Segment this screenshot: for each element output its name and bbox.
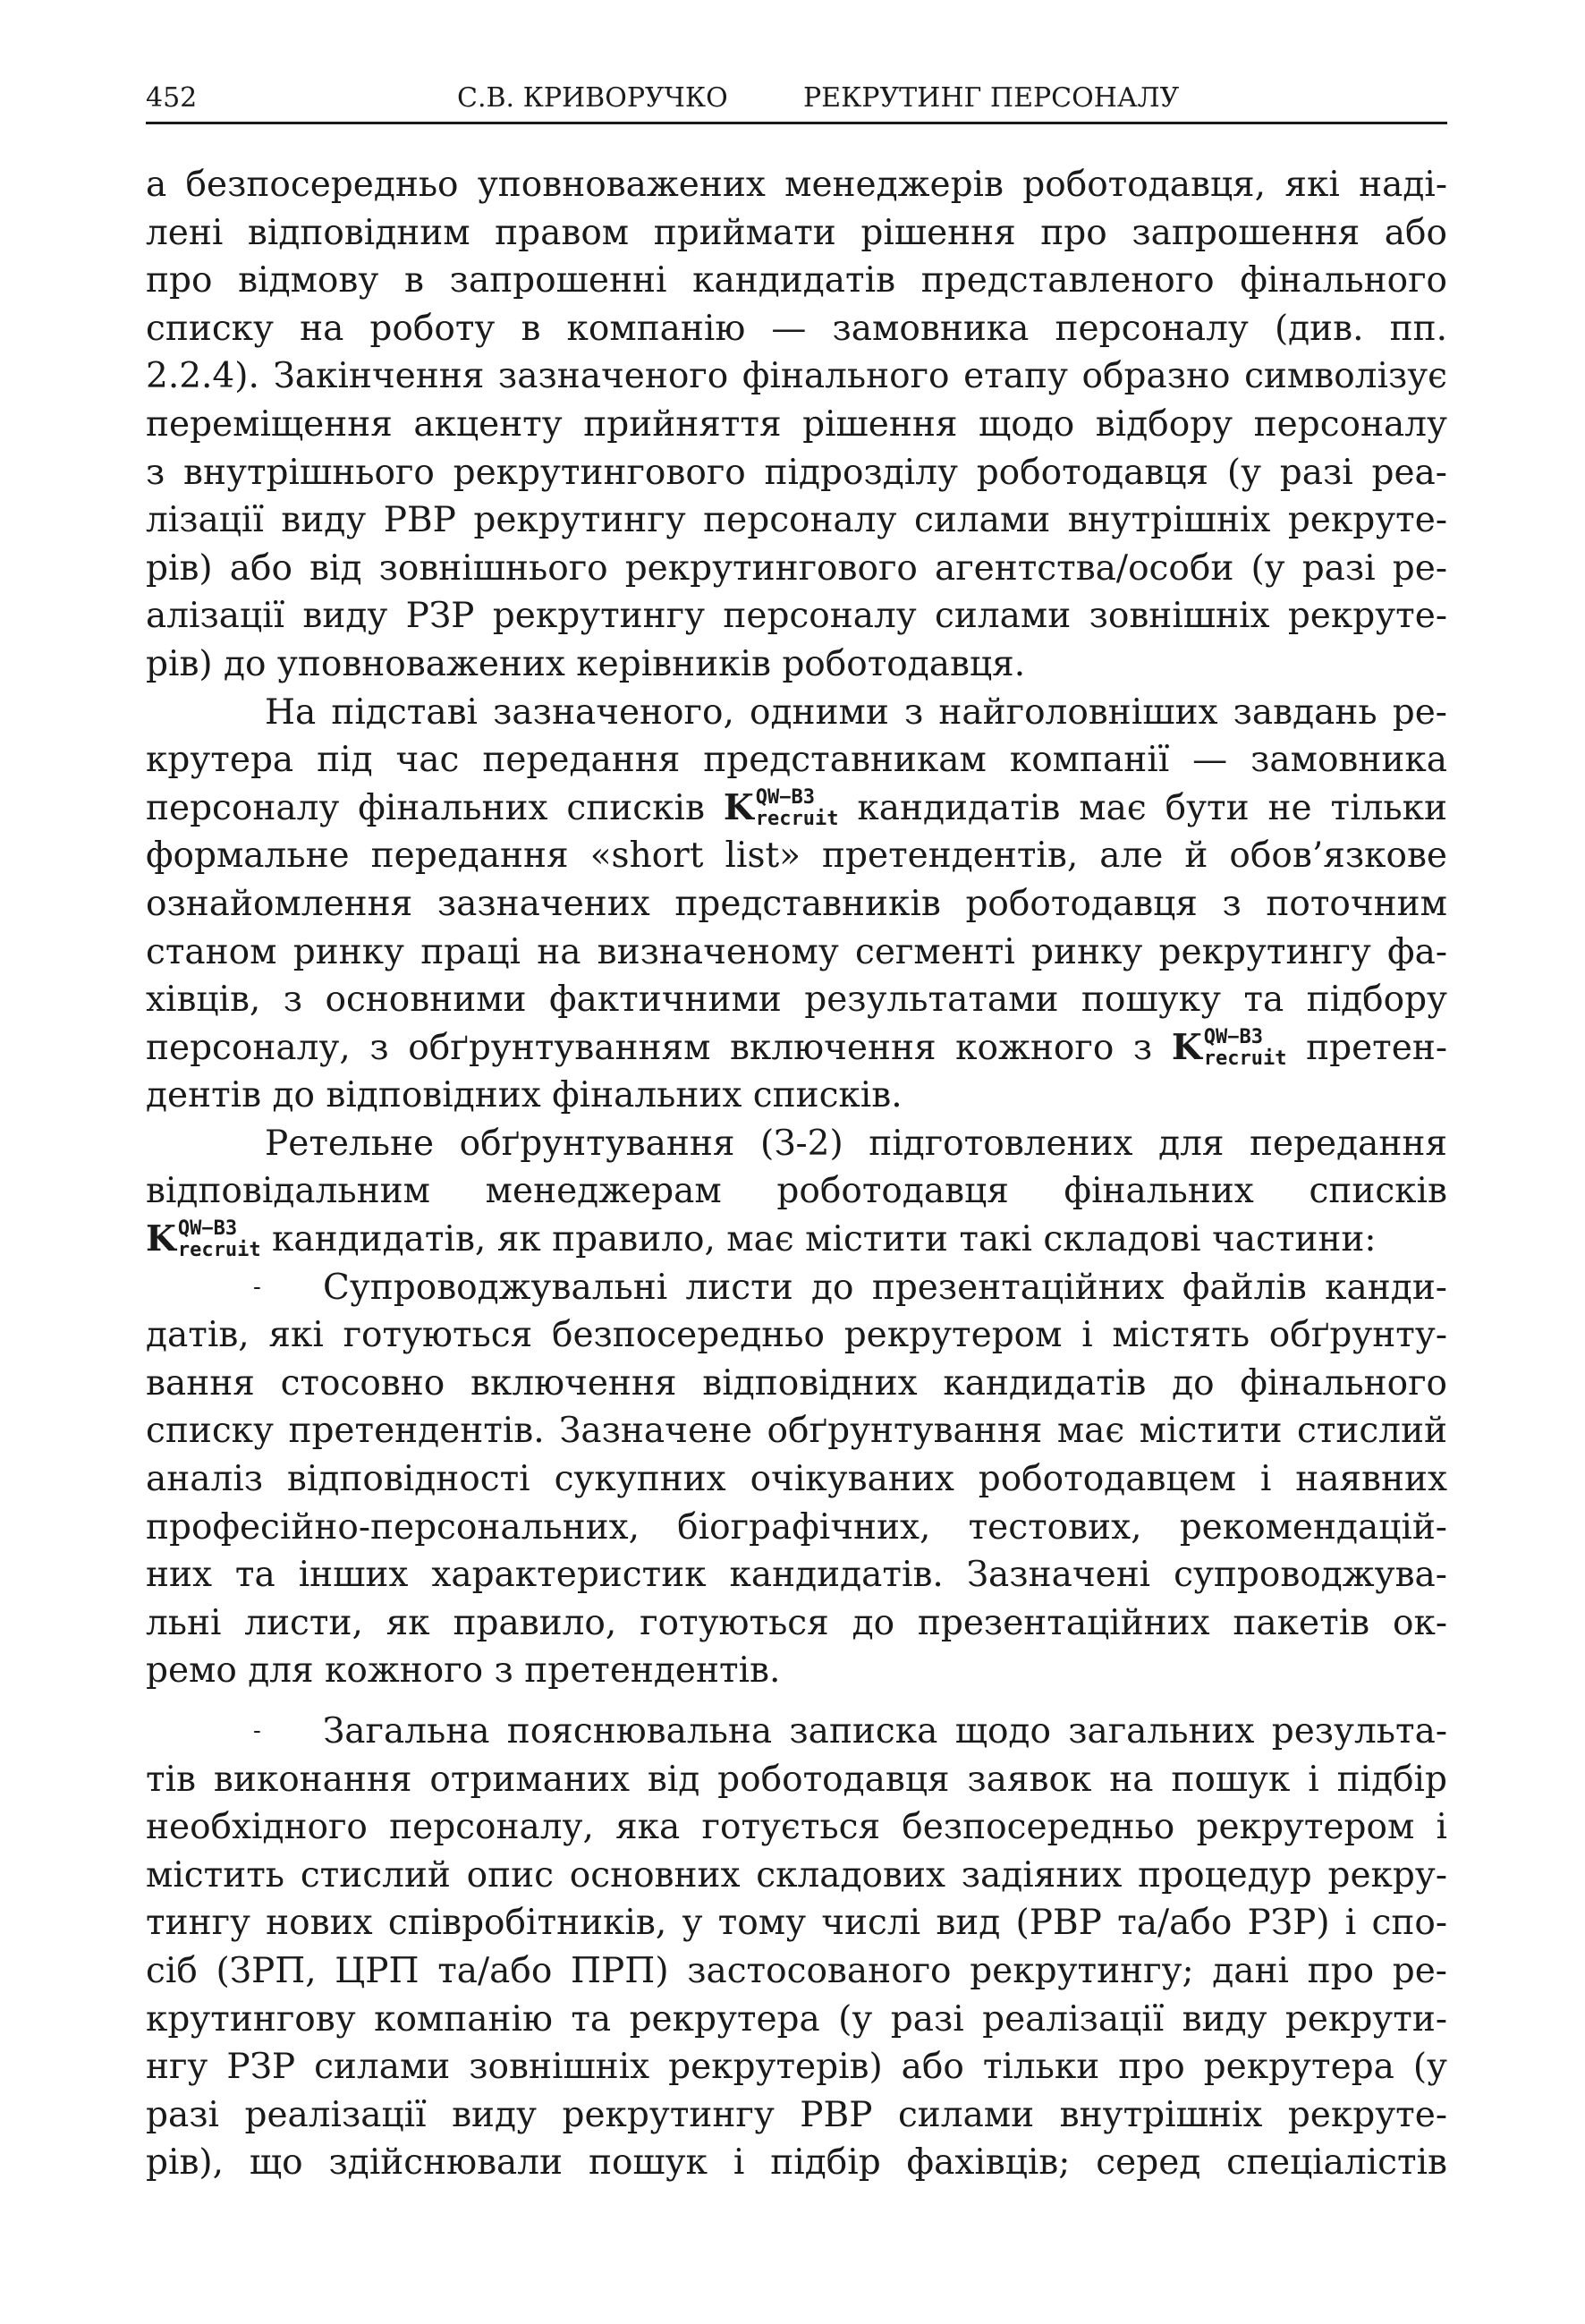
text-line: ремо для кожного з претендентів. <box>146 1650 781 1692</box>
text-line <box>146 785 1447 833</box>
text-line: нгу РЗР силами зовнішніх рекрутерів) або тільки про рекрутера (у <box>146 2047 1447 2088</box>
text-line: Ретельне обґрунтування (З-2) підготовлених для передання <box>265 1123 1447 1164</box>
formula-subscript: recruit <box>755 807 839 830</box>
formula-subscript: recruit <box>177 1239 261 1262</box>
text-line: лені відповідним правом приймати рішення про запрошення або <box>146 212 1447 253</box>
formula-superscript: QW−B3 <box>755 785 815 809</box>
text-fragment: персоналу, з обґрунтуванням включення кожного з <box>146 1027 1153 1068</box>
text-line: рів), що здійснювали пошук і підбір фахівців; серед спеціалістів <box>146 2142 1447 2184</box>
text-line: містить стислий опис основних складових задіяних процедур рекру- <box>146 1854 1447 1896</box>
text-line: а безпосередньо уповноважених менеджерів роботодавця, які наді- <box>146 165 1447 205</box>
text-line: них та інших характеристик кандидатів. Зазначені супроводжува- <box>146 1555 1447 1596</box>
text-line: професійно-персональних, біографічних, тестових, рекомендацій- <box>146 1506 1447 1548</box>
text-line: ознайомлення зазначених представників роботодавця з поточним <box>146 883 1447 924</box>
formula-letter: K <box>1171 1026 1202 1068</box>
text-line: хівців, з основними фактичними результатами пошуку та підбору <box>146 980 1447 1021</box>
text-fragment: кандидатів, як правило, має містити такі складові частини: <box>272 1219 1377 1260</box>
text-line: рів) до уповноважених керівників роботодавця. <box>146 643 1026 684</box>
formula-k-recruit <box>146 1219 261 1260</box>
text-line: тингу нових співробітників, у тому числі вид (РВР та/або РЗР) і спо- <box>146 1903 1447 1944</box>
paragraph-2 <box>146 689 1447 1120</box>
text-line: 2.2.4). Закінчення зазначеного фінального етапу образно символізує <box>146 356 1447 397</box>
text-fragment: кандидатів має бути не тільки <box>857 787 1447 828</box>
page-body <box>146 161 1447 2187</box>
text-line <box>146 1216 1447 1264</box>
bullet-item-1 <box>146 1264 1447 1695</box>
text-line: сіб (ЗРП, ЦРП та/або ПРП) застосованого рекрутингу; дані про ре- <box>146 1950 1447 1991</box>
formula-superscript: QW−B3 <box>1203 1025 1263 1048</box>
text-line: крутингову компанію та рекрутера (у разі реалізації виду рекрути- <box>146 1998 1447 2040</box>
text-line: аналіз відповідності сукупних очікуваних роботодавцем і наявних <box>146 1459 1447 1500</box>
text-fragment: Загальна пояснювальна записка щодо загальних результа- <box>323 1711 1447 1751</box>
text-line: датів, які готуються безпосередньо рекрутером і містять обґрунту- <box>146 1315 1447 1356</box>
text-line: переміщення акценту прийняття рішення щодо відбору персоналу <box>146 403 1447 445</box>
text-line <box>146 1708 1447 1756</box>
text-line: формальне передання «short list» претендентів, але й обов’язкове <box>146 835 1447 877</box>
text-line: вання стосовно включення відповідних кандидатів до фінального <box>146 1362 1447 1404</box>
bullet-marker: - <box>253 1273 261 1301</box>
formula-k-recruit <box>1171 1025 1287 1070</box>
header-author: С.В. КРИВОРУЧКО <box>457 82 728 114</box>
running-header <box>146 82 1447 124</box>
header-title: РЕКРУТИНГ ПЕРСОНАЛУ <box>803 82 1180 114</box>
formula-letter: K <box>723 786 754 828</box>
text-fragment: претен- <box>1306 1027 1447 1068</box>
text-line: рів) або від зовнішнього рекрутингового агентства/особи (у разі ре- <box>146 547 1447 589</box>
text-line: дентів до відповідних фінальних списків. <box>146 1075 903 1116</box>
text-line: необхідного персоналу, яка готується безпосередньо рекрутером і <box>146 1807 1447 1848</box>
paragraph-1 <box>146 161 1447 689</box>
text-line <box>146 1024 1447 1073</box>
text-line: На підставі зазначеного, одними з найголовніших завдань ре- <box>265 691 1447 733</box>
text-line: алізації виду РЗР рекрутингу персоналу силами зовнішніх рекруте- <box>146 596 1447 637</box>
text-line <box>146 1264 1447 1312</box>
text-line: тів виконання отриманих від роботодавця заявок на пошук і підбір <box>146 1759 1447 1800</box>
text-line: лізації виду РВР рекрутингу персоналу силами внутрішніх рекруте- <box>146 500 1447 541</box>
text-fragment: персоналу фінальних списків <box>146 787 705 828</box>
formula-subscript: recruit <box>1203 1047 1287 1070</box>
text-line: разі реалізації виду рекрутингу РВР силами внутрішніх рекруте- <box>146 2094 1447 2135</box>
text-line: списку на роботу в компанію — замовника персоналу (див. пп. <box>146 308 1447 349</box>
text-fragment: Супроводжувальні листи до презентаційних файлів канди- <box>323 1267 1447 1308</box>
text-line: відповідальним менеджерам роботодавця фінальних списків <box>146 1171 1447 1212</box>
bullet-marker: - <box>253 1718 261 1744</box>
text-line: льні листи, як правило, готуються до презентаційних пакетів ок- <box>146 1602 1447 1643</box>
text-line: станом ринку праці на визначеному сегменті ринку рекрутингу фа- <box>146 931 1447 972</box>
formula-superscript: QW−B3 <box>177 1217 238 1241</box>
formula-letter: K <box>146 1218 176 1260</box>
text-line: списку претендентів. Зазначене обґрунтування має містити стислий <box>146 1411 1447 1452</box>
text-line: з внутрішнього рекрутингового підрозділу роботодавця (у разі реа- <box>146 452 1447 493</box>
page-number: 452 <box>146 82 198 114</box>
bullet-item-2 <box>146 1708 1447 2187</box>
text-line: про відмову в запрошенні кандидатів представленого фінального <box>146 260 1447 301</box>
text-line: крутера під час передання представникам компанії — замовника <box>146 740 1447 781</box>
paragraph-3 <box>146 1120 1447 1264</box>
formula-k-recruit <box>723 785 839 830</box>
